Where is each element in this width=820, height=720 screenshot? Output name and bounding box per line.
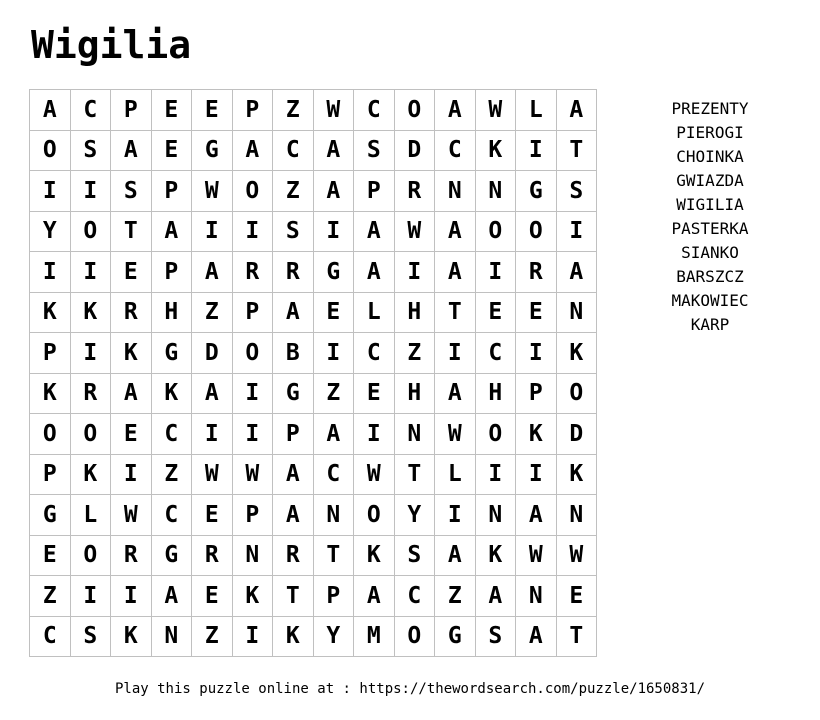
grid-cell[interactable]: D xyxy=(394,130,435,171)
grid-cell[interactable]: R xyxy=(516,252,557,293)
grid-cell[interactable]: E xyxy=(111,414,152,455)
grid-cell[interactable]: Y xyxy=(394,495,435,536)
grid-cell[interactable]: P xyxy=(273,414,314,455)
grid-cell[interactable]: S xyxy=(556,171,597,212)
grid-cell[interactable]: K xyxy=(30,292,71,333)
grid-cell[interactable]: W xyxy=(435,414,476,455)
grid-cell[interactable]: O xyxy=(70,414,111,455)
grid-cell[interactable]: S xyxy=(70,616,111,657)
grid-cell[interactable]: C xyxy=(313,454,354,495)
grid-row xyxy=(30,576,597,617)
grid-cell[interactable]: R xyxy=(273,252,314,293)
grid-cell[interactable]: W xyxy=(192,171,233,212)
grid-cell[interactable]: W xyxy=(111,495,152,536)
grid-cell[interactable]: S xyxy=(273,211,314,252)
grid-row xyxy=(30,292,597,333)
grid-cell[interactable]: A xyxy=(313,130,354,171)
grid-cell[interactable]: E xyxy=(354,373,395,414)
footer-link-text: Play this puzzle online at : https://thewordsearch.com/puzzle/1650831/ xyxy=(114,681,705,697)
grid-cell[interactable]: W xyxy=(475,90,516,131)
grid-cell[interactable]: R xyxy=(111,292,152,333)
letter-grid[interactable] xyxy=(29,89,597,657)
grid-cell[interactable]: H xyxy=(151,292,192,333)
grid-cell[interactable]: K xyxy=(111,333,152,374)
grid-cell[interactable]: E xyxy=(192,90,233,131)
grid-cell[interactable]: P xyxy=(30,454,71,495)
grid-cell[interactable]: W xyxy=(354,454,395,495)
grid-cell[interactable]: I xyxy=(394,252,435,293)
grid-cell[interactable]: S xyxy=(394,535,435,576)
grid-row xyxy=(30,171,597,212)
grid-cell[interactable]: S xyxy=(475,616,516,657)
grid-cell[interactable]: K xyxy=(556,333,597,374)
grid-cell[interactable]: Z xyxy=(435,576,476,617)
grid-cell[interactable]: E xyxy=(556,576,597,617)
grid-cell[interactable]: E xyxy=(30,535,71,576)
grid-cell[interactable]: O xyxy=(394,616,435,657)
grid-cell[interactable]: O xyxy=(70,211,111,252)
grid-cell[interactable]: C xyxy=(354,90,395,131)
word-list-item: PASTERKA xyxy=(671,219,749,238)
grid-cell[interactable]: A xyxy=(475,576,516,617)
grid-cell[interactable]: P xyxy=(354,171,395,212)
grid-cell[interactable]: R xyxy=(192,535,233,576)
grid-cell[interactable]: I xyxy=(435,495,476,536)
word-list-item: CHOINKA xyxy=(676,147,744,166)
grid-cell[interactable]: H xyxy=(394,292,435,333)
grid-cell[interactable]: G xyxy=(435,616,476,657)
grid-cell[interactable]: A xyxy=(151,211,192,252)
grid-cell[interactable]: R xyxy=(394,171,435,212)
grid-cell[interactable]: P xyxy=(30,333,71,374)
grid-cell[interactable]: Y xyxy=(30,211,71,252)
grid-cell[interactable]: I xyxy=(354,414,395,455)
grid-cell[interactable]: A xyxy=(516,495,557,536)
grid-cell[interactable]: A xyxy=(111,373,152,414)
grid-cell[interactable]: K xyxy=(70,292,111,333)
grid-cell[interactable]: O xyxy=(70,535,111,576)
grid-cell[interactable]: K xyxy=(516,414,557,455)
grid-cell[interactable]: Z xyxy=(273,90,314,131)
grid-cell[interactable]: I xyxy=(70,171,111,212)
grid-cell[interactable]: O xyxy=(475,414,516,455)
grid-row xyxy=(30,252,597,293)
grid-cell[interactable]: N xyxy=(556,495,597,536)
grid-cell[interactable]: E xyxy=(475,292,516,333)
grid-cell[interactable]: E xyxy=(313,292,354,333)
grid-cell[interactable]: A xyxy=(435,252,476,293)
grid-cell[interactable]: T xyxy=(556,616,597,657)
grid-cell[interactable]: N xyxy=(475,171,516,212)
grid-cell[interactable]: K xyxy=(354,535,395,576)
grid-cell[interactable]: O xyxy=(232,333,273,374)
grid-cell[interactable]: O xyxy=(475,211,516,252)
grid-cell[interactable]: N xyxy=(151,616,192,657)
grid-cell[interactable]: A xyxy=(151,576,192,617)
grid-cell[interactable]: C xyxy=(435,130,476,171)
grid-cell[interactable]: E xyxy=(516,292,557,333)
grid-cell[interactable]: Z xyxy=(192,292,233,333)
grid-cell[interactable]: I xyxy=(313,211,354,252)
grid-cell[interactable]: A xyxy=(313,414,354,455)
grid-cell[interactable]: G xyxy=(192,130,233,171)
grid-cell[interactable]: C xyxy=(151,495,192,536)
grid-row xyxy=(30,535,597,576)
grid-cell[interactable]: W xyxy=(394,211,435,252)
grid-cell[interactable]: P xyxy=(516,373,557,414)
grid-cell[interactable]: R xyxy=(273,535,314,576)
grid-cell[interactable]: I xyxy=(232,373,273,414)
word-list-item: BARSZCZ xyxy=(676,267,744,286)
grid-cell[interactable]: A xyxy=(435,535,476,576)
grid-cell[interactable]: Z xyxy=(273,171,314,212)
grid-cell[interactable]: P xyxy=(232,292,273,333)
grid-cell[interactable]: I xyxy=(30,171,71,212)
grid-cell[interactable]: I xyxy=(70,576,111,617)
grid-cell[interactable]: G xyxy=(516,171,557,212)
grid-cell[interactable]: A xyxy=(556,90,597,131)
grid-row xyxy=(30,454,597,495)
grid-cell[interactable]: K xyxy=(475,130,516,171)
grid-cell[interactable]: I xyxy=(475,454,516,495)
grid-cell[interactable]: I xyxy=(516,333,557,374)
grid-cell[interactable]: A xyxy=(435,373,476,414)
grid-cell[interactable]: E xyxy=(192,495,233,536)
grid-cell[interactable]: E xyxy=(151,130,192,171)
grid-cell[interactable]: S xyxy=(354,130,395,171)
grid-cell[interactable]: C xyxy=(30,616,71,657)
grid-cell[interactable]: S xyxy=(70,130,111,171)
grid-cell[interactable]: E xyxy=(111,252,152,293)
grid-cell[interactable]: M xyxy=(354,616,395,657)
puzzle-title: Wigilia xyxy=(31,23,192,67)
grid-cell[interactable]: E xyxy=(192,576,233,617)
grid-cell[interactable]: O xyxy=(516,211,557,252)
grid-cell[interactable]: N xyxy=(435,171,476,212)
grid-cell[interactable]: T xyxy=(313,535,354,576)
grid-cell[interactable]: I xyxy=(516,454,557,495)
grid-row xyxy=(30,414,597,455)
grid-cell[interactable]: I xyxy=(232,211,273,252)
word-list-item: SIANKO xyxy=(681,243,739,262)
grid-cell[interactable]: I xyxy=(30,252,71,293)
grid-cell[interactable]: I xyxy=(435,333,476,374)
grid-cell[interactable]: I xyxy=(556,211,597,252)
grid-cell[interactable]: C xyxy=(475,333,516,374)
grid-cell[interactable]: Z xyxy=(151,454,192,495)
grid-row xyxy=(30,211,597,252)
grid-cell[interactable]: T xyxy=(111,211,152,252)
grid-cell[interactable]: I xyxy=(475,252,516,293)
grid-cell[interactable]: W xyxy=(232,454,273,495)
grid-cell[interactable]: C xyxy=(354,333,395,374)
grid-cell[interactable]: G xyxy=(151,535,192,576)
grid-cell[interactable]: N xyxy=(232,535,273,576)
grid-cell[interactable]: E xyxy=(151,90,192,131)
grid-row xyxy=(30,373,597,414)
grid-cell[interactable]: N xyxy=(394,414,435,455)
grid-cell[interactable]: Z xyxy=(313,373,354,414)
grid-cell[interactable]: K xyxy=(111,616,152,657)
grid-row xyxy=(30,616,597,657)
grid-cell[interactable]: L xyxy=(516,90,557,131)
grid-row xyxy=(30,90,597,131)
grid-cell[interactable]: I xyxy=(313,333,354,374)
word-list-item: WIGILIA xyxy=(676,195,744,214)
grid-cell[interactable]: I xyxy=(111,454,152,495)
grid-cell[interactable]: I xyxy=(192,211,233,252)
grid-cell[interactable]: I xyxy=(516,130,557,171)
grid-cell[interactable]: A xyxy=(273,454,314,495)
grid-cell[interactable]: I xyxy=(232,616,273,657)
grid-cell[interactable]: A xyxy=(556,252,597,293)
grid-cell[interactable]: A xyxy=(354,252,395,293)
grid-cell[interactable]: O xyxy=(394,90,435,131)
grid-cell[interactable]: L xyxy=(354,292,395,333)
grid-cell[interactable]: K xyxy=(273,616,314,657)
grid-cell[interactable]: K xyxy=(30,373,71,414)
grid-cell[interactable]: K xyxy=(475,535,516,576)
grid-cell[interactable]: O xyxy=(30,414,71,455)
grid-cell[interactable]: W xyxy=(556,535,597,576)
grid-cell[interactable]: K xyxy=(151,373,192,414)
grid-row xyxy=(30,495,597,536)
grid-cell[interactable]: N xyxy=(516,576,557,617)
grid-cell[interactable]: R xyxy=(111,535,152,576)
grid-cell[interactable]: C xyxy=(70,90,111,131)
grid-cell[interactable]: K xyxy=(556,454,597,495)
grid-cell[interactable]: A xyxy=(273,495,314,536)
grid-cell[interactable]: A xyxy=(516,616,557,657)
grid-cell[interactable]: P xyxy=(313,576,354,617)
grid-cell[interactable]: O xyxy=(30,130,71,171)
word-list-item: GWIAZDA xyxy=(676,171,744,190)
grid-cell[interactable]: P xyxy=(232,90,273,131)
grid-cell[interactable]: L xyxy=(435,454,476,495)
grid-cell[interactable]: G xyxy=(313,252,354,293)
grid-cell[interactable]: C xyxy=(151,414,192,455)
grid-cell[interactable]: Z xyxy=(30,576,71,617)
word-list-item: PIEROGI xyxy=(676,123,744,142)
grid-cell[interactable]: W xyxy=(192,454,233,495)
grid-cell[interactable]: A xyxy=(30,90,71,131)
grid-cell[interactable]: Z xyxy=(394,333,435,374)
grid-cell[interactable]: W xyxy=(313,90,354,131)
grid-cell[interactable]: I xyxy=(111,576,152,617)
grid-cell[interactable]: C xyxy=(273,130,314,171)
grid-cell[interactable]: A xyxy=(435,211,476,252)
grid-cell[interactable]: A xyxy=(273,292,314,333)
grid-cell[interactable]: T xyxy=(273,576,314,617)
grid-cell[interactable]: G xyxy=(273,373,314,414)
word-list-item: MAKOWIEC xyxy=(671,291,749,310)
word-list-item: PREZENTY xyxy=(671,99,749,118)
grid-cell[interactable]: A xyxy=(232,130,273,171)
grid-cell[interactable]: I xyxy=(70,252,111,293)
grid-cell[interactable]: A xyxy=(313,171,354,212)
grid-cell[interactable]: R xyxy=(232,252,273,293)
grid-cell[interactable]: N xyxy=(556,292,597,333)
grid-cell[interactable]: A xyxy=(192,252,233,293)
grid-cell[interactable]: T xyxy=(556,130,597,171)
grid-cell[interactable]: Y xyxy=(313,616,354,657)
grid-cell[interactable]: H xyxy=(475,373,516,414)
grid-cell[interactable]: O xyxy=(354,495,395,536)
grid-cell[interactable]: T xyxy=(394,454,435,495)
grid-cell[interactable]: S xyxy=(111,171,152,212)
grid-cell[interactable]: B xyxy=(273,333,314,374)
grid-row xyxy=(30,130,597,171)
grid-cell[interactable]: T xyxy=(435,292,476,333)
grid-cell[interactable]: W xyxy=(516,535,557,576)
grid-cell[interactable]: Z xyxy=(192,616,233,657)
grid-cell[interactable]: C xyxy=(394,576,435,617)
grid-cell[interactable]: A xyxy=(354,576,395,617)
grid-cell[interactable]: G xyxy=(30,495,71,536)
grid-cell[interactable]: G xyxy=(151,333,192,374)
grid-cell[interactable]: N xyxy=(313,495,354,536)
grid-cell[interactable]: I xyxy=(232,414,273,455)
grid-cell[interactable]: P xyxy=(232,495,273,536)
grid-cell[interactable]: D xyxy=(192,333,233,374)
grid-cell[interactable]: A xyxy=(354,211,395,252)
grid-cell[interactable]: I xyxy=(192,414,233,455)
grid-cell[interactable]: I xyxy=(70,333,111,374)
grid-cell[interactable]: P xyxy=(151,252,192,293)
grid-cell[interactable]: N xyxy=(475,495,516,536)
grid-cell[interactable]: O xyxy=(232,171,273,212)
grid-cell[interactable]: A xyxy=(192,373,233,414)
word-list-item: KARP xyxy=(690,315,730,334)
grid-cell[interactable]: K xyxy=(70,454,111,495)
grid-cell[interactable]: P xyxy=(111,90,152,131)
grid-cell[interactable]: O xyxy=(556,373,597,414)
grid-cell[interactable]: P xyxy=(151,171,192,212)
grid-cell[interactable]: R xyxy=(70,373,111,414)
grid-cell[interactable]: K xyxy=(232,576,273,617)
grid-cell[interactable]: D xyxy=(556,414,597,455)
grid-cell[interactable]: A xyxy=(435,90,476,131)
grid-cell[interactable]: H xyxy=(394,373,435,414)
word-list xyxy=(650,97,770,337)
grid-cell[interactable]: L xyxy=(70,495,111,536)
grid-cell[interactable]: A xyxy=(111,130,152,171)
grid-row xyxy=(30,333,597,374)
